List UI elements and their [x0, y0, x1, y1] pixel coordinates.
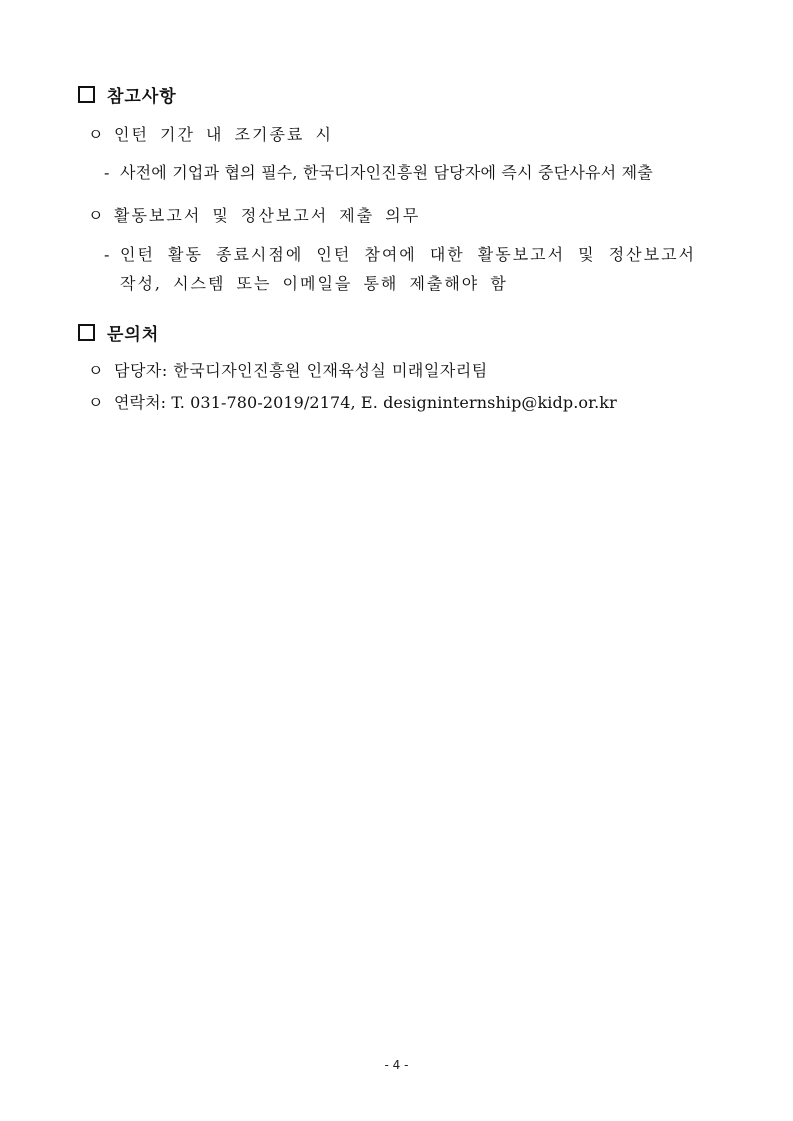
list-subitem	[104, 244, 696, 266]
dash-marker: -	[104, 163, 110, 182]
list-subitem-continuation	[120, 273, 508, 295]
section-title: 참고사항	[107, 87, 177, 107]
list-item-text: 활동보고서 및 정산보고서 제출 의무	[114, 206, 421, 225]
list-subitem-text: 작성, 시스템 또는 이메일을 통해 제출해야 함	[120, 274, 508, 293]
section-heading-contact	[78, 320, 159, 345]
circle-bullet-icon: ㅇ	[88, 206, 106, 225]
checkbox-square-icon	[78, 324, 95, 341]
list-subitem-text: 사전에 기업과 협의 필수, 한국디자인진흥원 담당자에 즉시 중단사유서 제출	[120, 163, 653, 182]
list-subitem-text: 인턴 활동 종료시점에 인턴 참여에 대한 활동보고서 및 정산보고서	[120, 245, 697, 264]
list-item-text: 연락처: T. 031-780-2019/2174, E. designinternship@kidp.or.kr	[114, 393, 617, 412]
circle-bullet-icon: ㅇ	[88, 125, 106, 144]
circle-bullet-icon: ㅇ	[88, 361, 104, 380]
dash-marker: -	[104, 245, 112, 264]
list-item-text: 담당자: 한국디자인진흥원 인재육성실 미래일자리팀	[114, 361, 488, 380]
list-subitem	[104, 162, 653, 184]
list-item-text: 인턴 기간 내 조기종료 시	[114, 125, 333, 144]
list-item	[88, 360, 488, 382]
section-heading-notes	[78, 82, 177, 107]
checkbox-square-icon	[78, 86, 95, 103]
circle-bullet-icon: ㅇ	[88, 393, 104, 412]
list-item	[88, 205, 420, 227]
list-item	[88, 392, 617, 414]
page-number: - 4 -	[384, 1058, 409, 1072]
section-title: 문의처	[107, 325, 160, 345]
list-item	[88, 124, 333, 146]
